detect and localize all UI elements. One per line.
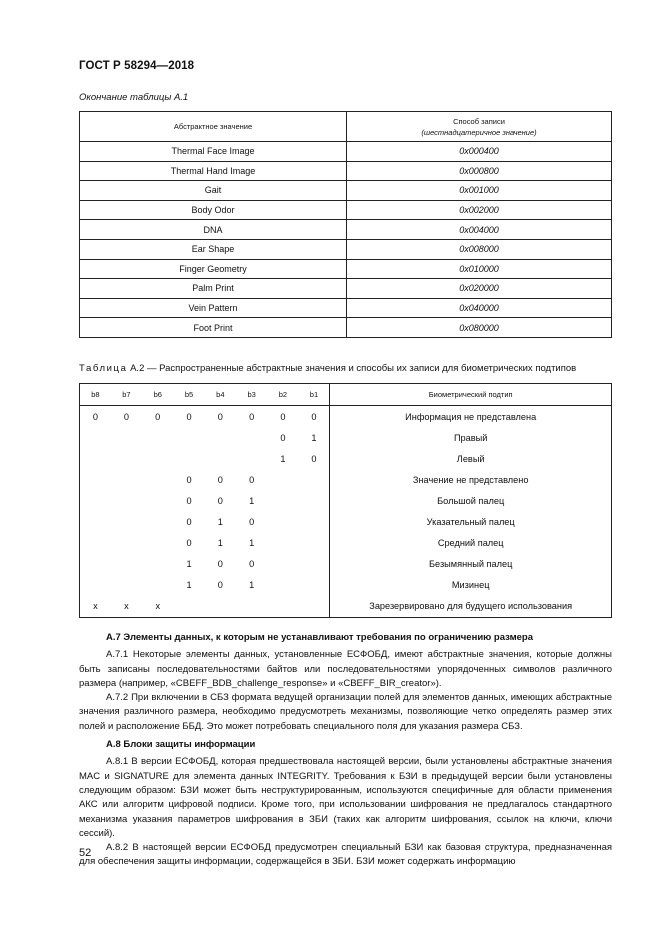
paragraph-a8-1: А.8.1 В версии ЕСФОБД, которая предшествовала настоящей версии, были установлены абстрактные значения MAC и SIGNATURE для элемента данных INTEGRITY. Требования к БЗИ в предыдущей версии были установлены следующим образом: БЗИ может быть неструктурированным, используются специфичные для области применения АКС или алгоритм цифровой подписи. Кроме того, при использовании шифрования не предлагалось стандартного механизма указания параметров шифрования в ЗБИ (таких как алгоритм шифрования, ссылок на ключи, ключи сессий). [79,756,612,839]
abstract-value-cell: Thermal Face Image [80,142,347,162]
abstract-value-cell: Vein Pattern [80,298,347,318]
abstract-value-cell: Finger Geometry [80,259,347,279]
table-a2-caption-label: Таблица [79,363,128,374]
bit-cell [111,511,142,532]
encoding-cell: 0x010000 [347,259,612,279]
column-header-bit: b5 [173,384,204,406]
table-row [80,161,612,181]
section-a7-heading: А.7 Элементы данных, к которым не устанавливают требования по ограничению размера [106,632,534,643]
bit-cell [299,533,330,554]
page-number: 52 [79,847,92,859]
table-row [80,596,612,618]
table-row [80,511,612,532]
subtype-cell: Большой палец [330,490,612,511]
abstract-value-cell: Foot Print [80,318,347,338]
bit-cell [173,427,204,448]
encoding-cell: 0x040000 [347,298,612,318]
table-row [80,181,612,201]
bit-cell: x [111,596,142,618]
column-header-bit: b8 [80,384,111,406]
bit-cell: x [142,596,173,618]
bit-cell [299,469,330,490]
abstract-value-cell: DNA [80,220,347,240]
bit-cell: 0 [186,538,192,549]
bit-cell [80,490,111,511]
bit-cell [267,533,298,554]
bit-cell [173,448,204,469]
table-row [80,448,612,469]
bit-cell: 0 [299,406,330,428]
bit-cell [142,427,173,448]
subtype-cell: Безымянный палец [330,554,612,575]
bit-cell [111,554,142,575]
bit-cell: 1 [299,427,330,448]
bit-cell [299,490,330,511]
bit-cell [299,511,330,532]
bit-cell: 1 [186,580,192,591]
table-row [80,142,612,162]
column-header-bit: b1 [299,384,330,406]
abstract-value-cell: Palm Print [80,279,347,299]
column-header-encoding-line1: Способ записи [453,116,505,126]
paragraph-a8-2: А.8.2 В настоящей версии ЕСФОБД предусмотрен специальный БЗИ как базовая структура, предназначенная для обеспечения защиты информации, содержащейся в ЗБИ. БЗИ может содержать информацию [79,842,612,868]
bit-cell [111,469,142,490]
abstract-value-cell: Thermal Hand Image [80,161,347,181]
column-header-abstract-value: Абстрактное значение [80,112,347,142]
abstract-value-cell: Gait [80,181,347,201]
bit-cell [205,596,236,618]
column-header-encoding [347,112,612,142]
bit-cell: 0 [249,559,255,570]
bit-cell [205,427,236,448]
bit-cell [267,596,298,618]
bit-cell [142,469,173,490]
bit-cell: 0 [123,411,129,422]
column-header-subtype: Биометрический подтип [330,384,612,406]
bit-cell: x [80,596,111,618]
bit-cell: 0 [186,495,192,506]
paragraph-a7-2: А.7.2 При включении в СБЗ формата ведущей организации полей для элементов данных, имеющих абстрактные значения различного размера, необходимо предусмотреть механизмы, позволяющие четко определять размер этих полей и расположение ББД. Это может потребовать специального поля для указания размера СБЗ. [79,692,612,732]
bit-cell [267,511,298,532]
table-row [80,469,612,490]
table-header-row [80,112,612,142]
bit-cell: 0 [186,411,192,422]
bit-cell: 1 [249,538,255,549]
subtype-cell: Информация не представлена [330,406,612,428]
subtype-cell: Правый [330,427,612,448]
bit-cell: 0 [249,474,255,485]
bit-cell [236,596,267,618]
body-text [79,631,612,870]
encoding-cell: 0x004000 [347,220,612,240]
bit-cell [299,575,330,596]
column-header-bit: b3 [236,384,267,406]
bit-cell [142,575,173,596]
table-a2-caption [79,363,619,374]
bit-cell [267,469,298,490]
subtype-cell: Указательный палец [330,511,612,532]
bit-cell: 1 [186,559,192,570]
bit-cell: 0 [80,406,111,428]
bit-cell [299,554,330,575]
table-row [80,406,612,428]
bit-cell: 1 [249,495,255,506]
column-header-bit: b7 [111,384,142,406]
subtype-cell: Мизинец [330,575,612,596]
table-row [80,427,612,448]
section-a8-heading: А.8 Блоки защиты информации [106,739,256,751]
bit-cell [299,596,330,618]
bit-cell: 0 [280,432,286,443]
table-row [80,318,612,338]
paragraph-a7-1: А.7.1 Некоторые элементы данных, установленные ЕСФОБД, имеют абстрактные значения, которые должны быть записаны последовательностями байтов или последовательностями упорядоченных символов различного размера (например, «CBEFF_BDB_challenge_response» и «CBEFF_BIR_creator»). [79,649,612,689]
bit-cell [142,448,173,469]
bit-cell: 1 [217,538,223,549]
bit-cell [80,448,111,469]
bit-cell [111,575,142,596]
table-header-row [80,384,612,406]
bit-cell: 0 [186,474,192,485]
bit-cell: 0 [217,411,223,422]
bit-cell [80,427,111,448]
bit-cell [236,448,267,469]
column-header-bit: b2 [267,384,298,406]
column-header-bit: b4 [205,384,236,406]
bit-cell [80,511,111,532]
bit-cell [111,533,142,554]
table-a1 [79,111,612,338]
bit-cell [80,554,111,575]
bit-cell [173,596,204,618]
table-row [80,259,612,279]
encoding-cell: 0x001000 [347,181,612,201]
encoding-cell: 0x000800 [347,161,612,181]
bit-cell [111,490,142,511]
abstract-value-cell: Body Odor [80,200,347,220]
bit-cell [80,575,111,596]
table-row [80,490,612,511]
column-header-encoding-line2: (шестнадцатеричное значение) [421,127,537,137]
encoding-cell: 0x020000 [347,279,612,299]
document-id: ГОСТ Р 58294—2018 [79,60,195,72]
bit-cell [267,554,298,575]
bit-cell: 0 [217,495,223,506]
encoding-cell: 0x080000 [347,318,612,338]
bit-cell: 0 [280,411,286,422]
bit-cell: 1 [280,453,286,464]
bit-cell [267,575,298,596]
bit-cell [111,448,142,469]
bit-cell [111,427,142,448]
bit-cell [80,469,111,490]
table-row [80,298,612,318]
table-row [80,279,612,299]
subtype-cell: Значение не представлено [330,469,612,490]
bit-cell [142,490,173,511]
bit-cell: 0 [217,559,223,570]
table-row [80,575,612,596]
abstract-value-cell: Ear Shape [80,239,347,259]
table-a1-caption: Окончание таблицы А.1 [79,92,189,103]
bit-cell: 0 [217,474,223,485]
bit-cell: 0 [155,411,161,422]
table-a2-caption-text: А.2 — Распространенные абстрактные значения и способы их записи для биометрических подтипов [127,363,577,374]
bit-cell [142,533,173,554]
encoding-cell: 0x002000 [347,200,612,220]
bit-cell: 0 [186,517,192,528]
bit-cell [80,533,111,554]
subtype-cell: Средний палец [330,533,612,554]
subtype-cell: Левый [330,448,612,469]
bit-cell: 1 [249,580,255,591]
bit-cell: 1 [217,517,223,528]
bit-cell: 0 [249,517,255,528]
table-a2 [79,383,612,618]
table-row [80,239,612,259]
bit-cell [236,427,267,448]
bit-cell: 0 [299,448,330,469]
table-row [80,200,612,220]
table-row [80,220,612,240]
bit-cell: 0 [249,411,255,422]
column-header-bit: b6 [142,384,173,406]
bit-cell: 0 [217,580,223,591]
subtype-cell: Зарезервировано для будущего использования [330,596,612,618]
table-row [80,554,612,575]
table-row [80,533,612,554]
encoding-cell: 0x000400 [347,142,612,162]
encoding-cell: 0x008000 [347,239,612,259]
bit-cell [267,490,298,511]
bit-cell [142,511,173,532]
bit-cell [142,554,173,575]
bit-cell [205,448,236,469]
